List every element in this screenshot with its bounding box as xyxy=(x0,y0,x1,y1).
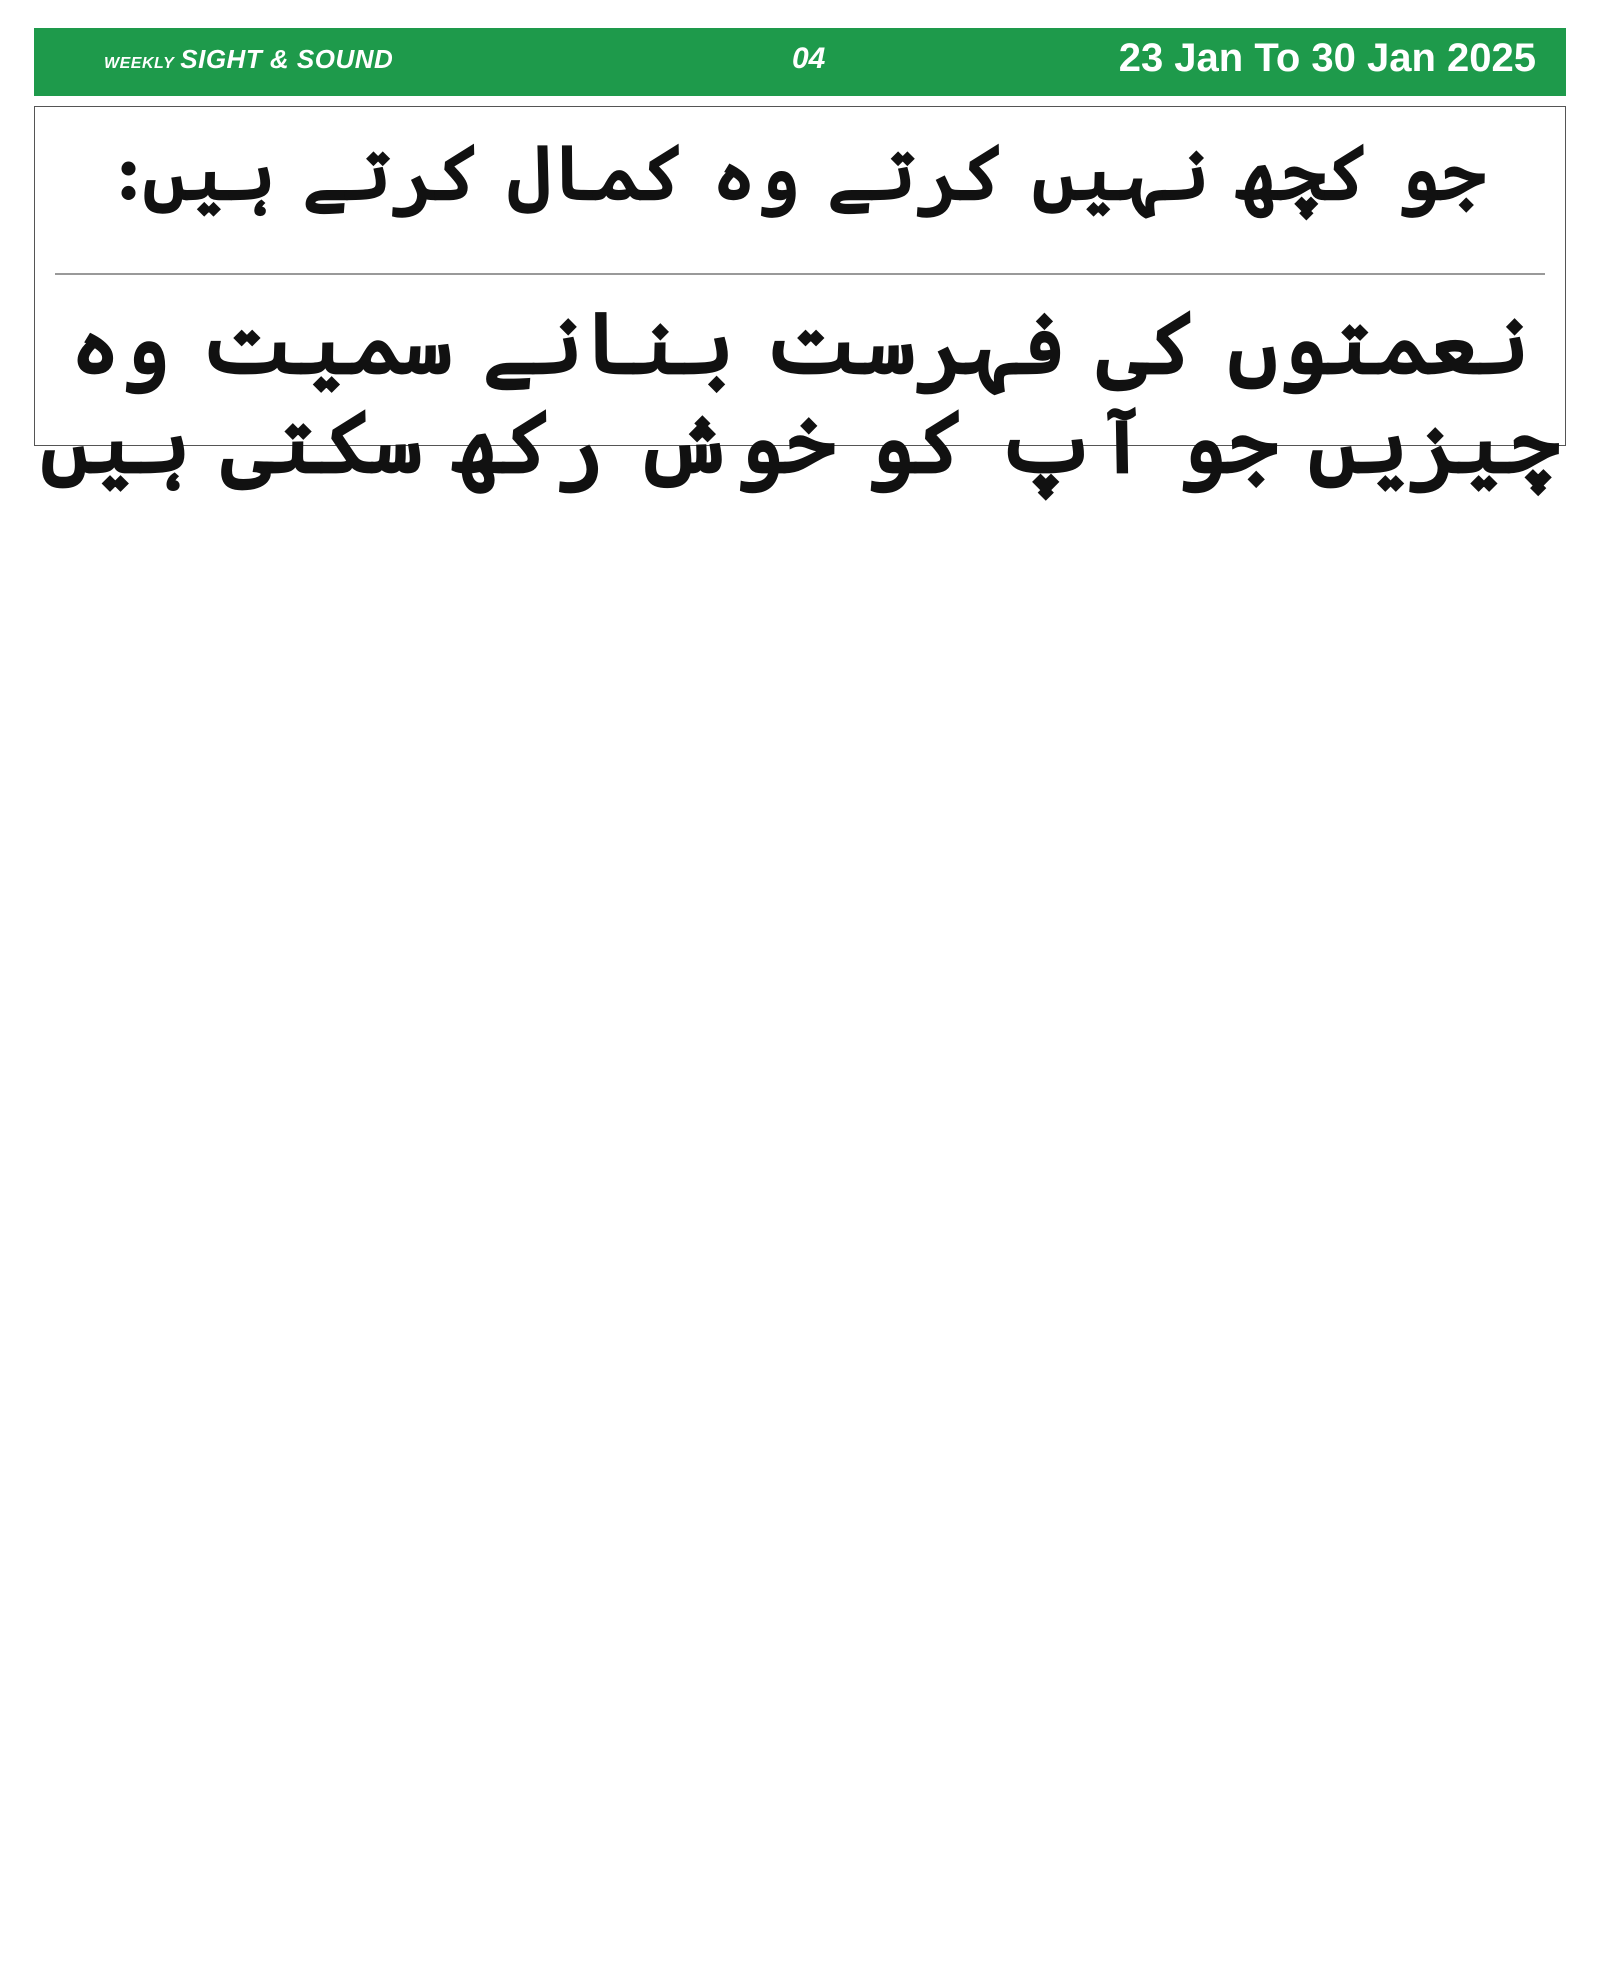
masthead-bar xyxy=(34,28,1566,96)
publication-title: SIGHT & SOUND xyxy=(180,44,394,74)
headline-divider xyxy=(55,273,1545,275)
headline-line-2: نعمتوں کی فہرست بنانے سمیت وہ چیزیں جو آپ کو خوش رکھ سکتی ہیں xyxy=(40,293,1560,493)
publication-name xyxy=(104,44,393,75)
page-number: 04 xyxy=(792,42,826,75)
publication-prefix: WEEKLY xyxy=(104,55,175,72)
headline-box xyxy=(34,106,1566,493)
issue-date-range: 23 Jan To 30 Jan 2025 xyxy=(1118,36,1536,80)
article-columns xyxy=(40,454,1560,1964)
headline-line-1: جو کچھ نہیں کرتے وہ کمال کرتے ہیں: xyxy=(114,128,1486,217)
